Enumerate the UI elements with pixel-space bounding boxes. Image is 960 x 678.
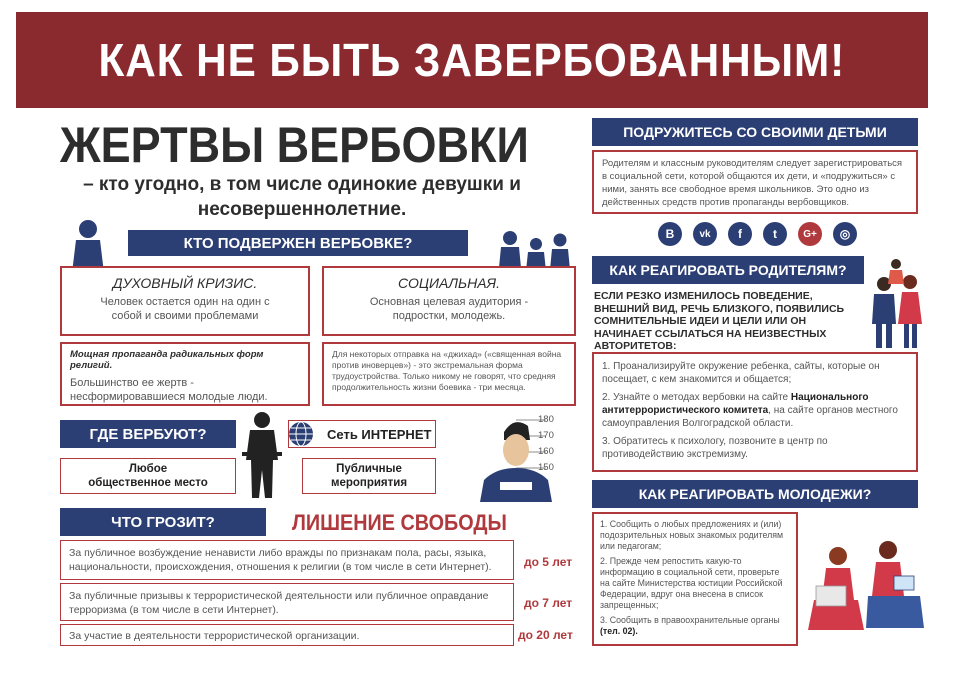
crisis-title: ДУХОВНЫЙ КРИЗИС.	[112, 275, 258, 291]
youth-step-3-phone: (тел. 02).	[600, 626, 638, 636]
internet-box	[288, 420, 436, 448]
parents-step-1: 1. Проанализируйте окружение ребенка, сайты, которые он посещает, с кем знакомится и общается;	[602, 361, 880, 385]
youth-illustration	[808, 520, 924, 640]
jihad-text: Для некоторых отправка на «джихад» («священная война против иноверцев») - это экстремальная форма трудоустройства. Только никому не говорят, что средняя продолжительность жизни боевика - три месяца.	[332, 349, 562, 392]
mugshot	[476, 410, 576, 502]
parents-lead: ЕСЛИ РЕЗКО ИЗМЕНИЛОСЬ ПОВЕДЕНИЕ, ВНЕШНИЙ ВИД, РЕЧЬ БЛИЗКОГО, ПОЯВИЛИСЬ СОМНИТЕЛЬНЫЕ ИДЕИ И ЦЕЛИ ИЛИ ОН НАЧИНАЕТ ССЫЛАТЬСЯ НА НЕИЗВЕСТНЫХ АВТОРИТЕТОВ:	[594, 290, 845, 352]
jihad-box	[322, 342, 576, 406]
parents-step-2-link: Национального антитеррористического комитета	[602, 392, 869, 416]
penalty-row	[60, 540, 514, 580]
parents-step-2	[602, 391, 908, 430]
who-header: КТО ПОДВЕРЖЕН ВЕРБОВКЕ?	[128, 230, 468, 256]
youth-header: КАК РЕАГИРОВАТЬ МОЛОДЕЖИ?	[592, 480, 918, 508]
parents-step-3: 3. Обратитесь к психологу, позвоните в центр по противодействию экстремизму.	[602, 436, 828, 460]
propaganda-box	[60, 342, 310, 406]
parents-step-2-a: 2. Узнайте о методах вербовки на сайте	[602, 392, 791, 403]
youth-step-3	[600, 615, 790, 637]
internet-label: Сеть ИНТЕРНЕТ	[327, 426, 432, 442]
height-150: 150	[538, 462, 554, 473]
deprivation-title: ЛИШЕНИЕ СВОБОДЫ	[292, 510, 507, 535]
instagram-icon[interactable]: ◎	[833, 222, 857, 246]
google-plus-icon[interactable]: G+	[798, 222, 822, 246]
vk-icon[interactable]: vk	[693, 222, 717, 246]
youth-step-3-a: 3. Сообщить в правоохранительные органы	[600, 615, 780, 625]
family-illustration	[866, 252, 928, 352]
parents-header: КАК РЕАГИРОВАТЬ РОДИТЕЛЯМ?	[592, 256, 864, 284]
terrorist-silhouette	[240, 410, 284, 500]
threat-header: ЧТО ГРОЗИТ?	[60, 508, 266, 536]
banner-title: КАК НЕ БЫТЬ ЗАВЕРБОВАННЫМ!	[98, 34, 846, 86]
page-subtitle: – кто угодно, в том числе одинокие девушки и несовершеннолетние.	[83, 174, 521, 220]
header-banner	[16, 12, 928, 108]
penalty-row	[60, 583, 514, 621]
globe-icon	[287, 420, 315, 448]
penalty-text-2: За публичные призывы к террористической деятельности или публичное оправдание терроризма (в том числе в сети Интернет).	[69, 590, 489, 616]
friends-header: ПОДРУЖИТЕСЬ СО СВОИМИ ДЕТЬМИ	[592, 118, 918, 146]
height-170: 170	[538, 430, 554, 441]
where-header: ГДЕ ВЕРБУЮТ?	[60, 420, 236, 448]
penalty-term-1: до 5 лет	[524, 555, 573, 569]
youth-step-1: 1. Сообщить о любых предложениях и (или) подозрительных новых знакомых родителям или педагогам;	[600, 519, 784, 551]
social-title: СОЦИАЛЬНАЯ.	[398, 275, 500, 291]
crisis-text: Человек остается один на один с собой и своими проблемами	[100, 296, 270, 322]
height-180: 180	[538, 414, 554, 425]
public-events-box: Публичные мероприятия	[302, 458, 436, 494]
vk-b-icon[interactable]: B	[658, 222, 682, 246]
friends-box	[592, 150, 918, 214]
penalty-row	[60, 624, 514, 646]
height-160: 160	[538, 446, 554, 457]
mugshot-figure	[476, 410, 576, 502]
youth-step-2: 2. Прежде чем репостить какую-то информацию в социальной сети, проверьте на сайте Министерства юстиции Российской Федерации, вдруг она внесена в список запрещенных;	[600, 556, 783, 610]
twitter-icon[interactable]: t	[763, 222, 787, 246]
penalty-term-2: до 7 лет	[524, 596, 573, 610]
crisis-box	[60, 266, 310, 336]
page-title: ЖЕРТВЫ ВЕРБОВКИ	[60, 117, 529, 173]
propaganda-text: Большинство ее жертв - несформировавшиеся молодые люди.	[70, 377, 268, 403]
social-box	[322, 266, 576, 336]
social-icons-row	[658, 222, 857, 246]
friends-text: Родителям и классным руководителям следует зарегистрироваться в социальной сети, которой общаются их дети, и «подружиться» с ними, занять все свободное время школьников. Это одно из действенных средств против пропаганды вербовщиков.	[602, 158, 903, 208]
parents-step-2-c: , на сайте органов местного самоуправления Волгоградской области.	[602, 405, 898, 429]
facebook-icon[interactable]: f	[728, 222, 752, 246]
parents-steps-box	[592, 352, 918, 472]
penalty-term-3: до 20 лет	[518, 628, 573, 642]
penalty-text-3: За участие в деятельности террористической организации.	[69, 630, 360, 642]
social-text: Основная целевая аудитория - подростки, молодежь.	[369, 296, 529, 322]
youth-steps-box	[592, 512, 798, 646]
propaganda-title: Мощная пропаганда радикальных форм религий.	[70, 349, 264, 371]
penalty-text-1: За публичное возбуждение ненависти либо вражды по признакам пола, расы, языка, национальности, происхождения, отношения к религии (в том числе в сети Интернет).	[69, 547, 492, 573]
any-place-box: Любое общественное место	[60, 458, 236, 494]
